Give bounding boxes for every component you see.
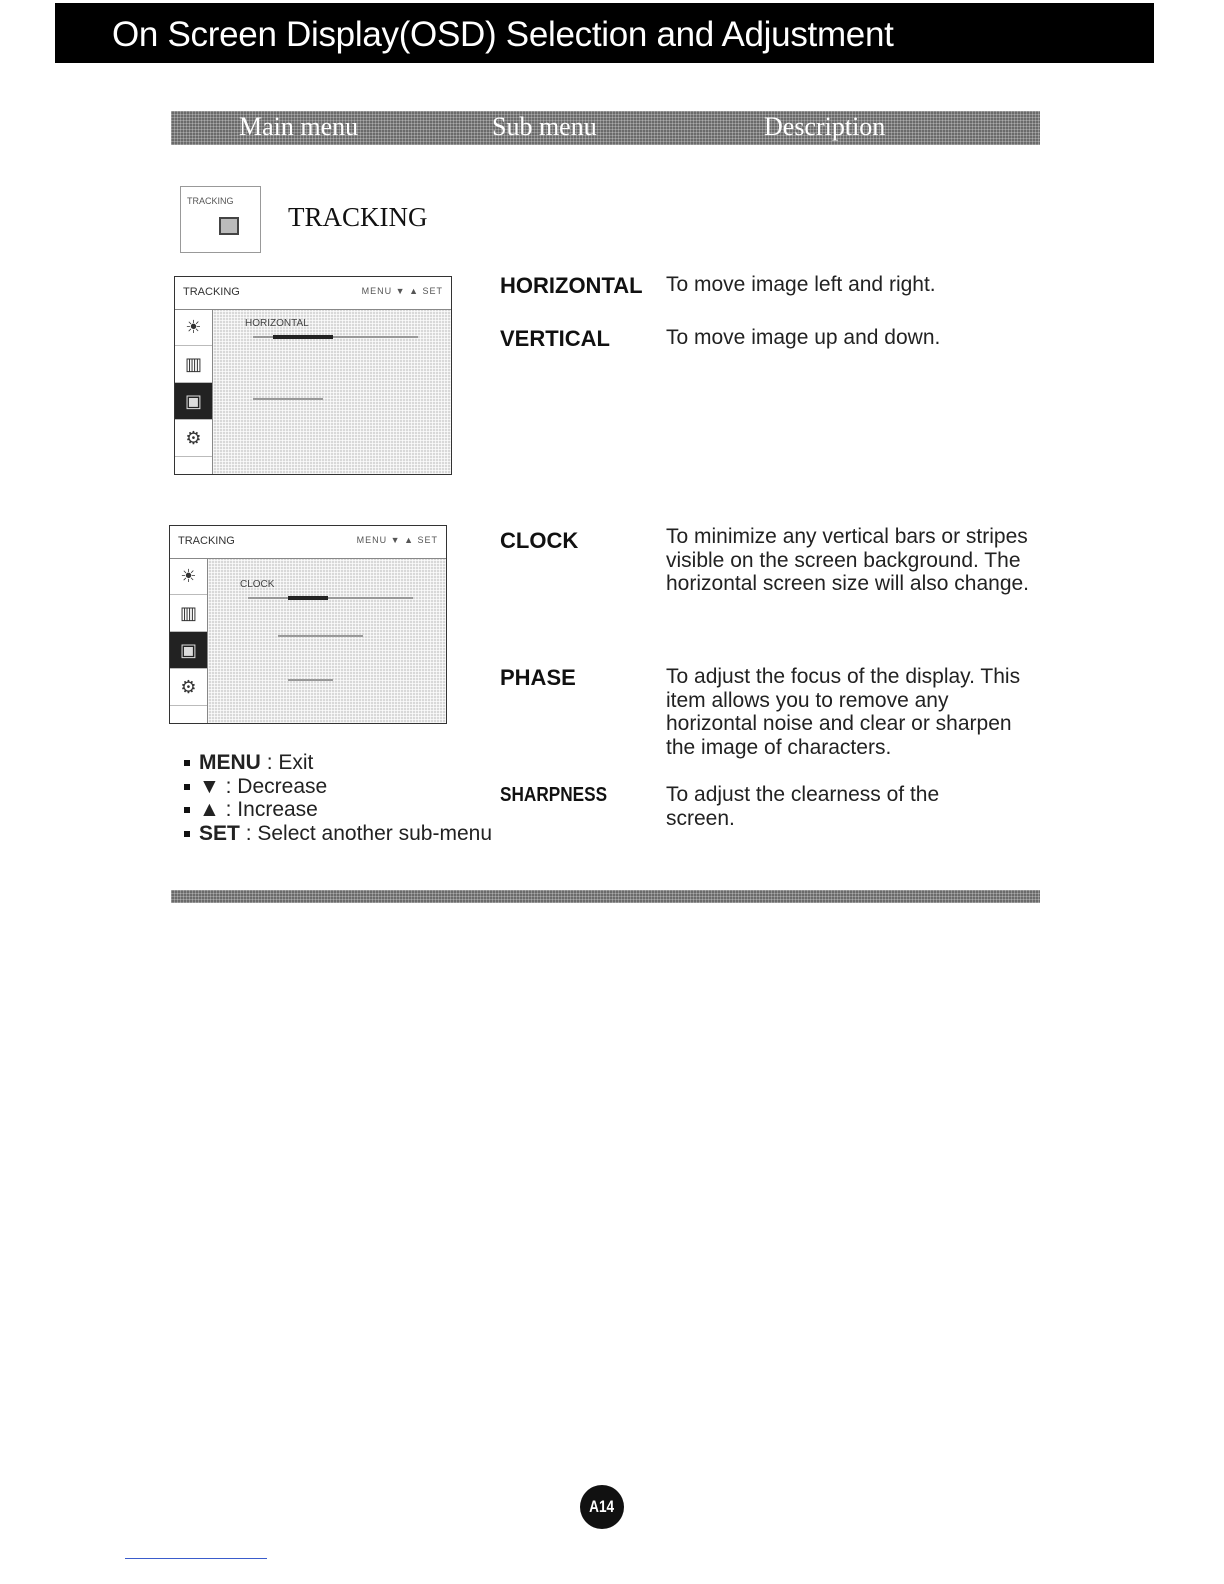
osd-screenshot-clock xyxy=(169,525,447,724)
picture-icon: ▥ xyxy=(170,595,207,632)
page-title-bar xyxy=(55,3,1154,63)
sub-label-clock: CLOCK xyxy=(500,528,579,553)
osd-keys: MENU ▼ ▲ SET xyxy=(356,535,438,545)
legend-key: MENU xyxy=(199,751,261,774)
osd-sidebar xyxy=(170,558,208,723)
desc-horizontal: To move image left and right. xyxy=(666,273,936,296)
legend-item xyxy=(184,822,492,846)
osd-slider-fill xyxy=(288,596,328,600)
desc-phase: To adjust the focus of the display. This item allows you to remove any horizontal noise and clear or sharpen the image of characters. xyxy=(666,665,1021,759)
legend-text: : Exit xyxy=(266,751,314,774)
brightness-icon: ☀ xyxy=(175,309,212,346)
osd-slider-track-2 xyxy=(253,398,323,400)
osd-title: TRACKING xyxy=(183,286,240,298)
brightness-icon: ☀ xyxy=(170,558,207,595)
legend-key: SET xyxy=(199,821,240,845)
tracking-icon: ▣ xyxy=(170,632,207,669)
header-sub-menu: Sub menu xyxy=(492,112,597,141)
page-title: On Screen Display(OSD) Selection and Adjustment xyxy=(112,15,894,54)
page-number: A14 xyxy=(589,1497,615,1516)
legend-text: : Decrease xyxy=(225,774,328,798)
osd-title: TRACKING xyxy=(178,535,235,547)
osd-item-label: HORIZONTAL xyxy=(245,318,309,329)
legend-text: : Select another sub-menu xyxy=(245,821,492,845)
osd-pane xyxy=(208,559,446,723)
osd-keys: MENU ▼ ▲ SET xyxy=(361,286,443,296)
sub-label-phase: PHASE xyxy=(500,665,576,690)
osd-screenshot-horizontal xyxy=(174,276,452,475)
tracking-icon-label: TRACKING xyxy=(187,196,234,206)
desc-vertical: To move image up and down. xyxy=(666,326,941,349)
tracking-icon: ▣ xyxy=(175,383,212,420)
legend-key: ▼ xyxy=(199,774,220,798)
monitor-icon xyxy=(219,217,239,235)
section-title: TRACKING xyxy=(288,202,428,232)
osd-slider-track-2 xyxy=(278,635,363,637)
sub-label-vertical: VERTICAL xyxy=(500,326,610,351)
tracking-menu-icon xyxy=(180,186,261,253)
bottom-rule xyxy=(125,1558,267,1559)
desc-sharpness: To adjust the clearness of the screen. xyxy=(666,783,940,830)
legend-item xyxy=(184,775,492,799)
osd-sidebar xyxy=(175,309,213,474)
table-header xyxy=(171,111,1040,145)
osd-top-bar xyxy=(175,277,451,310)
legend-text: : Increase xyxy=(225,798,318,821)
setup-gear-icon: ⚙ xyxy=(175,420,212,457)
setup-gear-icon: ⚙ xyxy=(170,669,207,706)
legend-item xyxy=(184,751,492,775)
osd-slider-track-3 xyxy=(288,679,333,681)
header-main-menu: Main menu xyxy=(239,112,359,141)
sub-label-horizontal: HORIZONTAL xyxy=(500,273,643,298)
osd-slider-track xyxy=(248,597,413,599)
osd-top-bar xyxy=(170,526,446,559)
header-description: Description xyxy=(764,112,886,141)
legend-key: ▲ xyxy=(199,798,220,821)
picture-icon: ▥ xyxy=(175,346,212,383)
sub-label-sharpness: SHARPNESS xyxy=(500,784,608,806)
osd-item-label: CLOCK xyxy=(240,579,275,590)
legend-item xyxy=(184,798,492,822)
osd-pane xyxy=(213,310,451,474)
page-number-badge xyxy=(580,1485,624,1529)
key-legend xyxy=(184,751,492,845)
osd-slider-fill xyxy=(273,335,333,339)
desc-clock: To minimize any vertical bars or stripes visible on the screen background. The horizontal screen size will also change. xyxy=(666,525,1030,595)
table-footer-band xyxy=(171,890,1040,903)
